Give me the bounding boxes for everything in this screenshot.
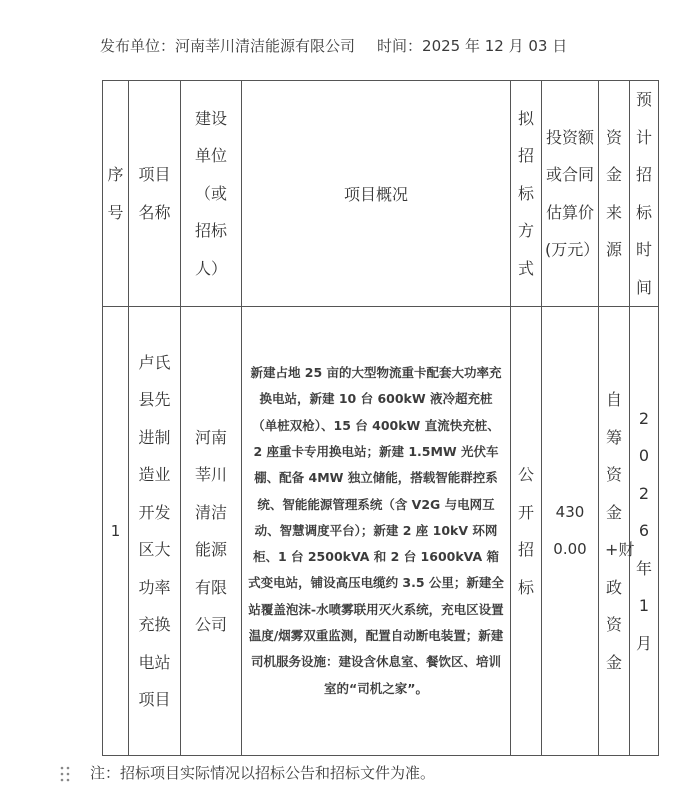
cell-fund-source: 自筹资金+财政资金 bbox=[599, 307, 630, 756]
cell-builder: 河南莘川清洁能源有限公司 bbox=[181, 307, 242, 756]
cell-index: 1 bbox=[103, 307, 129, 756]
header-bid-time: 预计招标时间 bbox=[630, 81, 659, 307]
header-builder: 建设单位（或招标人） bbox=[181, 81, 242, 307]
header-overview: 项目概况 bbox=[242, 81, 511, 307]
header-bid-method: 拟招标方式 bbox=[511, 81, 542, 307]
publisher-label: 发布单位： bbox=[100, 37, 176, 55]
drag-handle-icon[interactable] bbox=[60, 766, 70, 782]
header-fund-source: 资金来源 bbox=[599, 81, 630, 307]
cell-amount: 4300.00 bbox=[542, 307, 599, 756]
header-amount: 投资额或合同估算价(万元） bbox=[542, 81, 599, 307]
cell-project-name: 卢氏县先进制造业开发区大功率充换电站项目 bbox=[129, 307, 181, 756]
header-index: 序号 bbox=[103, 81, 129, 307]
cell-bid-method: 公开招标 bbox=[511, 307, 542, 756]
publisher-name: 河南莘川清洁能源有限公司 bbox=[175, 37, 356, 55]
footnote bbox=[60, 762, 435, 783]
cell-overview: 新建占地 25 亩的大型物流重卡配套大功率充换电站，新建 10 台 600kW 液冷超充桩（单桩双枪）、15 台 400kW 直流快充桩、2 座重卡专用换电站；新建 1.5MW 光伏车棚、配备 4MW 独立储能，搭载智能群控系统、智能能源管理系统（含 V2G 与电网互动、智慧调度平台）；新建 2 座 10kV 环网柜、1 台 2500kVA 和 2 台 1600kVA 箱式变电站，铺设高压电缆约 3.5 公里；新建全站覆盖泡沫-水喷雾联用灭火系统，充电区设置温度/烟雾双重监测，配置自动断电装置；新建司机服务设施：建设含休息室、餐饮区、培训室的“司机之家”。 bbox=[242, 307, 511, 756]
table-row bbox=[103, 307, 659, 756]
publisher-line bbox=[100, 35, 567, 56]
time-label: 时间： bbox=[377, 37, 423, 55]
time-value: 2025 年 12 月 03 日 bbox=[422, 37, 568, 55]
header-project-name: 项目名称 bbox=[129, 81, 181, 307]
bid-table bbox=[102, 80, 659, 756]
cell-bid-time: 2026年1月 bbox=[630, 307, 659, 756]
table-header-row bbox=[103, 81, 659, 307]
note-text: 注：招标项目实际情况以招标公告和招标文件为准。 bbox=[90, 764, 436, 782]
